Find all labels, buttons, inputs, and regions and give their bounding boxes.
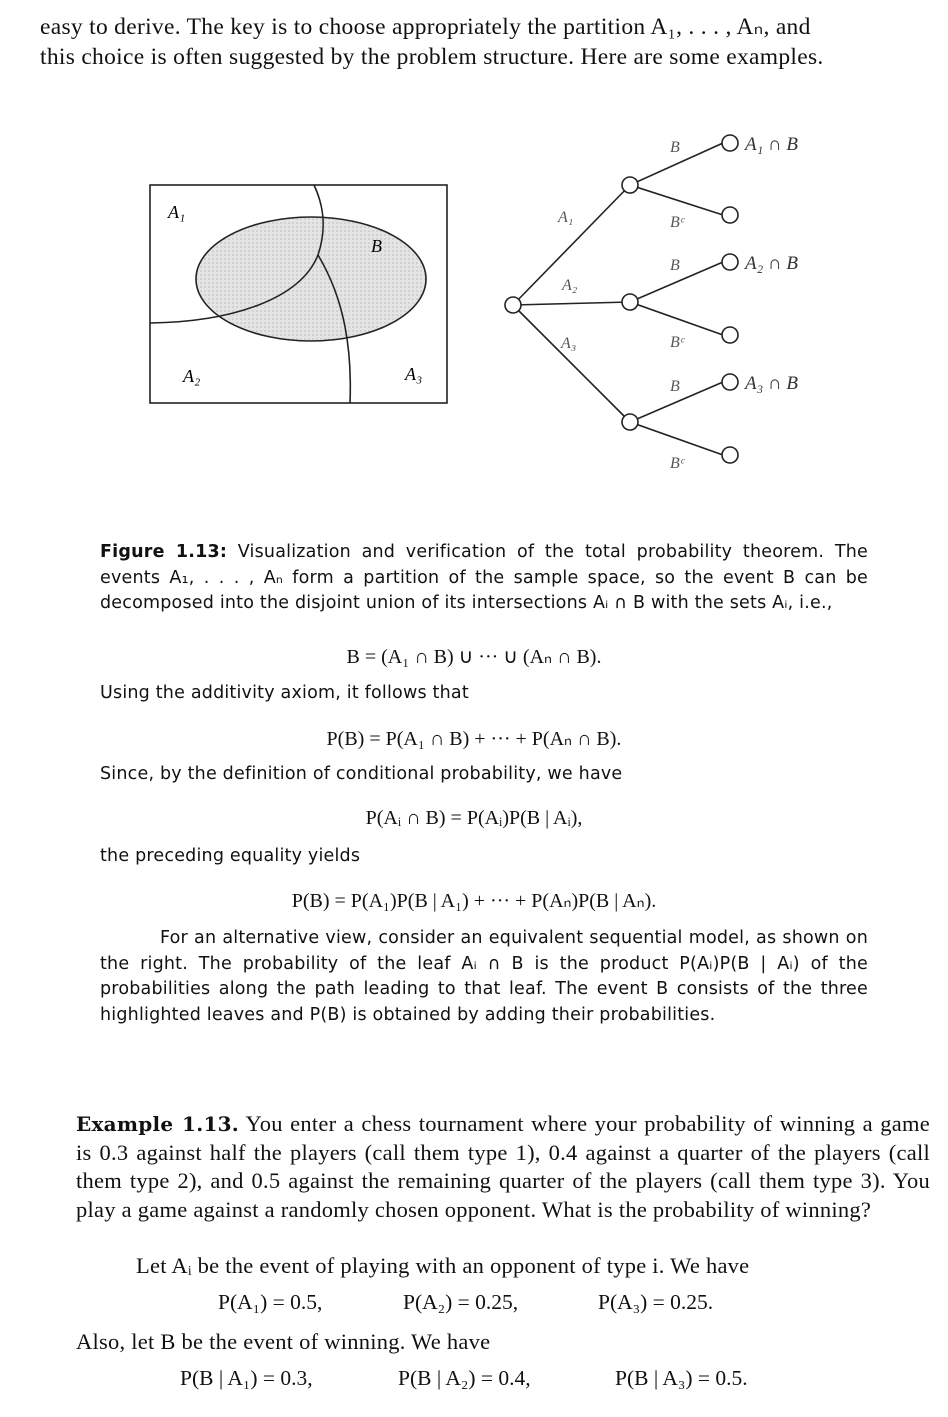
tree-leaf-label-1: B [670,139,680,156]
prob-a2: P(A₂) = 0.25, [403,1290,519,1314]
tree-leaf-a1-bc [722,207,738,223]
caption-equation-4: P(B) = P(A₁)P(B | A₁) + ··· + P(Aₙ)P(B | Aₙ). [291,890,657,912]
tree-node-a3 [622,414,638,430]
example-text-3: Also, let B be the event of winning. We have [76,1329,491,1354]
figure-caption [100,540,868,617]
venn-label-a3: A₃ [405,364,423,384]
caption-text-5: For an alternative view, consider an equivalent sequential model, as shown on the right. The probability of the leaf Aᵢ ∩ B is the product P(Aᵢ)P(B | Aᵢ) of the probabilities along the path leading to that leaf. The event B consists of the three highlighted leaves and P(B) is obtained by adding their probabilities. [100,928,868,1025]
example-text: You enter a chess tournament where your probability of winning a game is 0.3 against half the players (call them type 1), 0.4 against a quarter of the players (call them type 2), and 0.5 against the remaining quarter of the players (call them type 3). You play a game against a randomly chosen opponent. What is the probability of winning? [76,1111,930,1222]
tree-branch-label-a2: A₂ [562,277,578,294]
event-b-ellipse [196,217,426,341]
caption-equation-3: P(Aᵢ ∩ B) = P(Aᵢ)P(B | Aᵢ), [365,807,583,829]
prob-a1: P(A₁) = 0.5, [218,1290,323,1314]
prob-a3: P(A₃) = 0.25. [598,1290,714,1314]
intro-line-2: this choice is often suggested by the problem structure. Here are some examples. [40,44,824,70]
tree-leaf-label-2: Bᶜ [670,214,684,231]
tree-root-node [505,297,521,313]
tree-leaf-label-3: B [670,257,680,274]
caption-label: Figure 1.13: [100,542,228,562]
caption-text: Visualization and verification of the total probability theorem. The events A₁, . . . , Aₙ form a partition of the sample space, so the event B can be decomposed into the disjoint union of its intersections Aᵢ ∩ B with the sets Aᵢ, i.e., [100,542,868,613]
intro-text [40,12,930,72]
venn-label-a1: A₁ [168,202,186,222]
caption-equation-2: P(B) = P(A₁ ∩ B) + ··· + P(Aₙ ∩ B). [326,728,622,750]
venn-label-a2: A₂ [183,366,201,386]
tree-node-a2 [622,294,638,310]
caption-text-4: the preceding equality yields [100,846,361,866]
tree-outcome-a2-b: A₂ ∩ B [745,253,799,274]
cond-prob-a1: P(B | A₁) = 0.3, [180,1366,313,1390]
example-label: Example 1.13. [76,1112,239,1136]
intro-line-1: easy to derive. The key is to choose appropriately the partition A₁, . . . , Aₙ, and [40,14,811,40]
caption-text-2: Using the additivity axiom, it follows that [100,683,469,703]
tree-branch-label-a3: A₃ [561,335,577,352]
tree-node-a1 [622,177,638,193]
tree-leaf-a3-bc [722,447,738,463]
cond-prob-a2: P(B | A₂) = 0.4, [398,1366,531,1390]
tree-outcome-a1-b: A₁ ∩ B [745,134,799,155]
tree-leaf-a2-bc [722,327,738,343]
tree-leaf-a2-b [722,254,738,270]
example-paragraph [76,1110,930,1224]
tree-leaf-label-4: Bᶜ [670,334,684,351]
venn-diagram [150,185,447,403]
caption-equation-1: B = (A₁ ∩ B) ∪ ··· ∪ (Aₙ ∩ B). [346,646,602,668]
tree-leaf-a3-b [722,374,738,390]
tree-leaf-label-5: B [670,378,680,395]
example-text-2: Let Aᵢ be the event of playing with an opponent of type i. We have [136,1253,750,1278]
venn-label-b: B [371,236,382,256]
tree-branch-label-a1: A₁ [558,209,574,226]
tree-outcome-a3-b: A₃ ∩ B [745,373,799,394]
tree-leaf-label-6: Bᶜ [670,455,684,472]
tree-diagram [505,135,738,463]
tree-leaf-a1-b [722,135,738,151]
cond-prob-a3: P(B | A₃) = 0.5. [615,1366,748,1390]
figure-1-13 [0,110,948,490]
caption-text-3: Since, by the definition of conditional probability, we have [100,764,623,784]
